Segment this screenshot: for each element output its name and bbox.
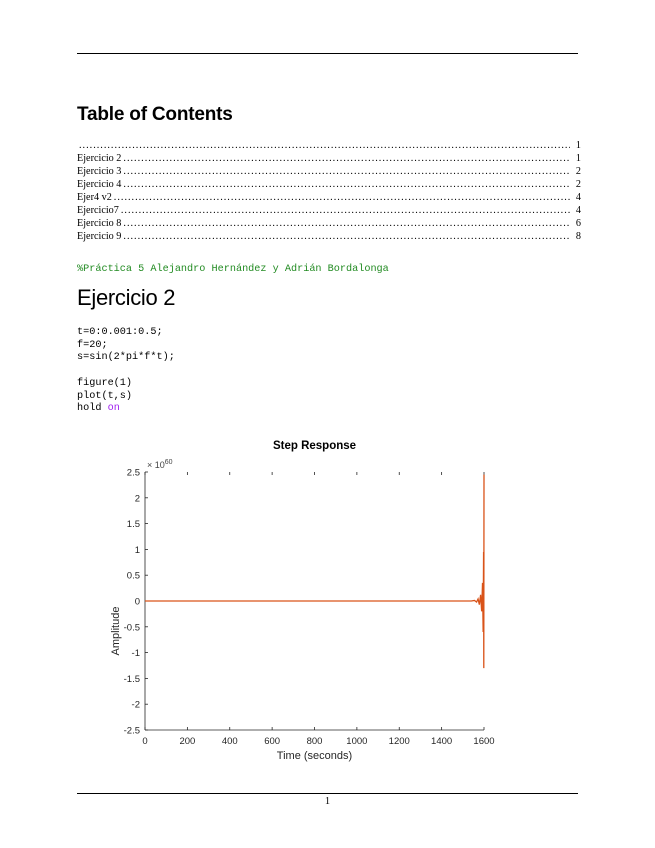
toc-entry-label: Ejercicio7	[77, 205, 119, 216]
toc-leader	[123, 152, 570, 165]
y-tick-label: 0.5	[126, 570, 140, 582]
toc-entry-page: 2	[575, 166, 581, 177]
toc-leader	[121, 204, 570, 217]
y-tick-label: -2	[131, 699, 140, 711]
code-line: figure(1)	[77, 377, 133, 389]
toc-entry[interactable]	[77, 230, 581, 243]
toc-leader	[114, 191, 570, 204]
table-of-contents	[77, 139, 581, 243]
response-series-line	[145, 475, 484, 669]
section-title: Ejercicio 2	[77, 285, 176, 310]
toc-entry-page: 4	[575, 205, 581, 216]
toc-entry-label: Ejer4 v2	[77, 192, 112, 203]
x-tick-label: 1200	[388, 736, 410, 747]
x-tick-label: 1000	[346, 736, 368, 747]
toc-entry[interactable]	[77, 165, 581, 178]
header-rule	[77, 53, 578, 54]
y-tick-label: -1.5	[123, 673, 140, 685]
toc-entry-label: Ejercicio 8	[77, 218, 122, 229]
page-number: 1	[324, 796, 331, 807]
toc-leader	[79, 139, 570, 152]
toc-entry-page: 1	[575, 153, 581, 164]
y-tick-label: -0.5	[123, 622, 140, 634]
footer-rule	[77, 793, 578, 794]
y-tick-label: 1	[134, 544, 140, 556]
step-response-chart	[100, 432, 520, 772]
code-keyword: on	[107, 403, 120, 415]
toc-entry[interactable]	[77, 191, 581, 204]
x-tick-label: 200	[179, 736, 196, 747]
y-tick-label: 2	[134, 493, 140, 505]
code-line: s=sin(2*pi*f*t);	[77, 352, 175, 364]
x-axis-label: Time (seconds)	[276, 750, 353, 762]
toc-entry-page: 4	[575, 192, 581, 203]
code-line: plot(t,s)	[77, 390, 133, 402]
code-line: t=0:0.001:0.5;	[77, 327, 163, 338]
toc-entry-label: Ejercicio 9	[77, 231, 122, 242]
code-comment: %Práctica 5 Alejandro Hernández y Adrián Bordalonga	[77, 264, 389, 275]
code-line: f=20;	[77, 339, 108, 351]
toc-entry[interactable]	[77, 178, 581, 191]
toc-entry[interactable]	[77, 204, 581, 217]
x-tick-label: 600	[264, 736, 281, 747]
toc-entry[interactable]	[77, 152, 581, 165]
toc-leader	[123, 165, 570, 178]
x-tick-label: 1600	[473, 736, 495, 747]
x-tick-label: 0	[142, 736, 148, 747]
toc-entry[interactable]	[77, 217, 581, 230]
toc-entry-label: Ejercicio 2	[77, 153, 122, 164]
chart-title: Step Response	[272, 440, 357, 452]
y-tick-label: 2.5	[126, 467, 140, 479]
toc-title: Table of Contents	[77, 104, 233, 125]
y-tick-label: -1	[131, 648, 140, 660]
code-block	[77, 327, 175, 416]
code-line: hold	[77, 403, 108, 415]
toc-entry-page: 1	[575, 140, 581, 151]
toc-entry[interactable]	[77, 139, 581, 152]
toc-leader	[123, 217, 570, 230]
step-response-figure	[100, 432, 520, 772]
y-tick-label: -2.5	[123, 725, 140, 737]
toc-entry-page: 8	[575, 231, 581, 242]
toc-entry-label: Ejercicio 4	[77, 179, 122, 190]
y-axis-label: Amplitude	[110, 606, 122, 656]
toc-entry-page: 6	[575, 218, 581, 229]
y-tick-label: 1.5	[126, 519, 140, 531]
x-tick-label: 1400	[431, 736, 453, 747]
y-exponent-label: × $10^{60}$	[147, 459, 173, 470]
toc-entry-label: Ejercicio 3	[77, 166, 122, 177]
toc-leader	[123, 230, 570, 243]
x-tick-label: 800	[306, 736, 323, 747]
x-tick-label: 400	[221, 736, 238, 747]
y-tick-label: 0	[134, 596, 140, 608]
toc-leader	[123, 178, 570, 191]
toc-entry-page: 2	[575, 179, 581, 190]
